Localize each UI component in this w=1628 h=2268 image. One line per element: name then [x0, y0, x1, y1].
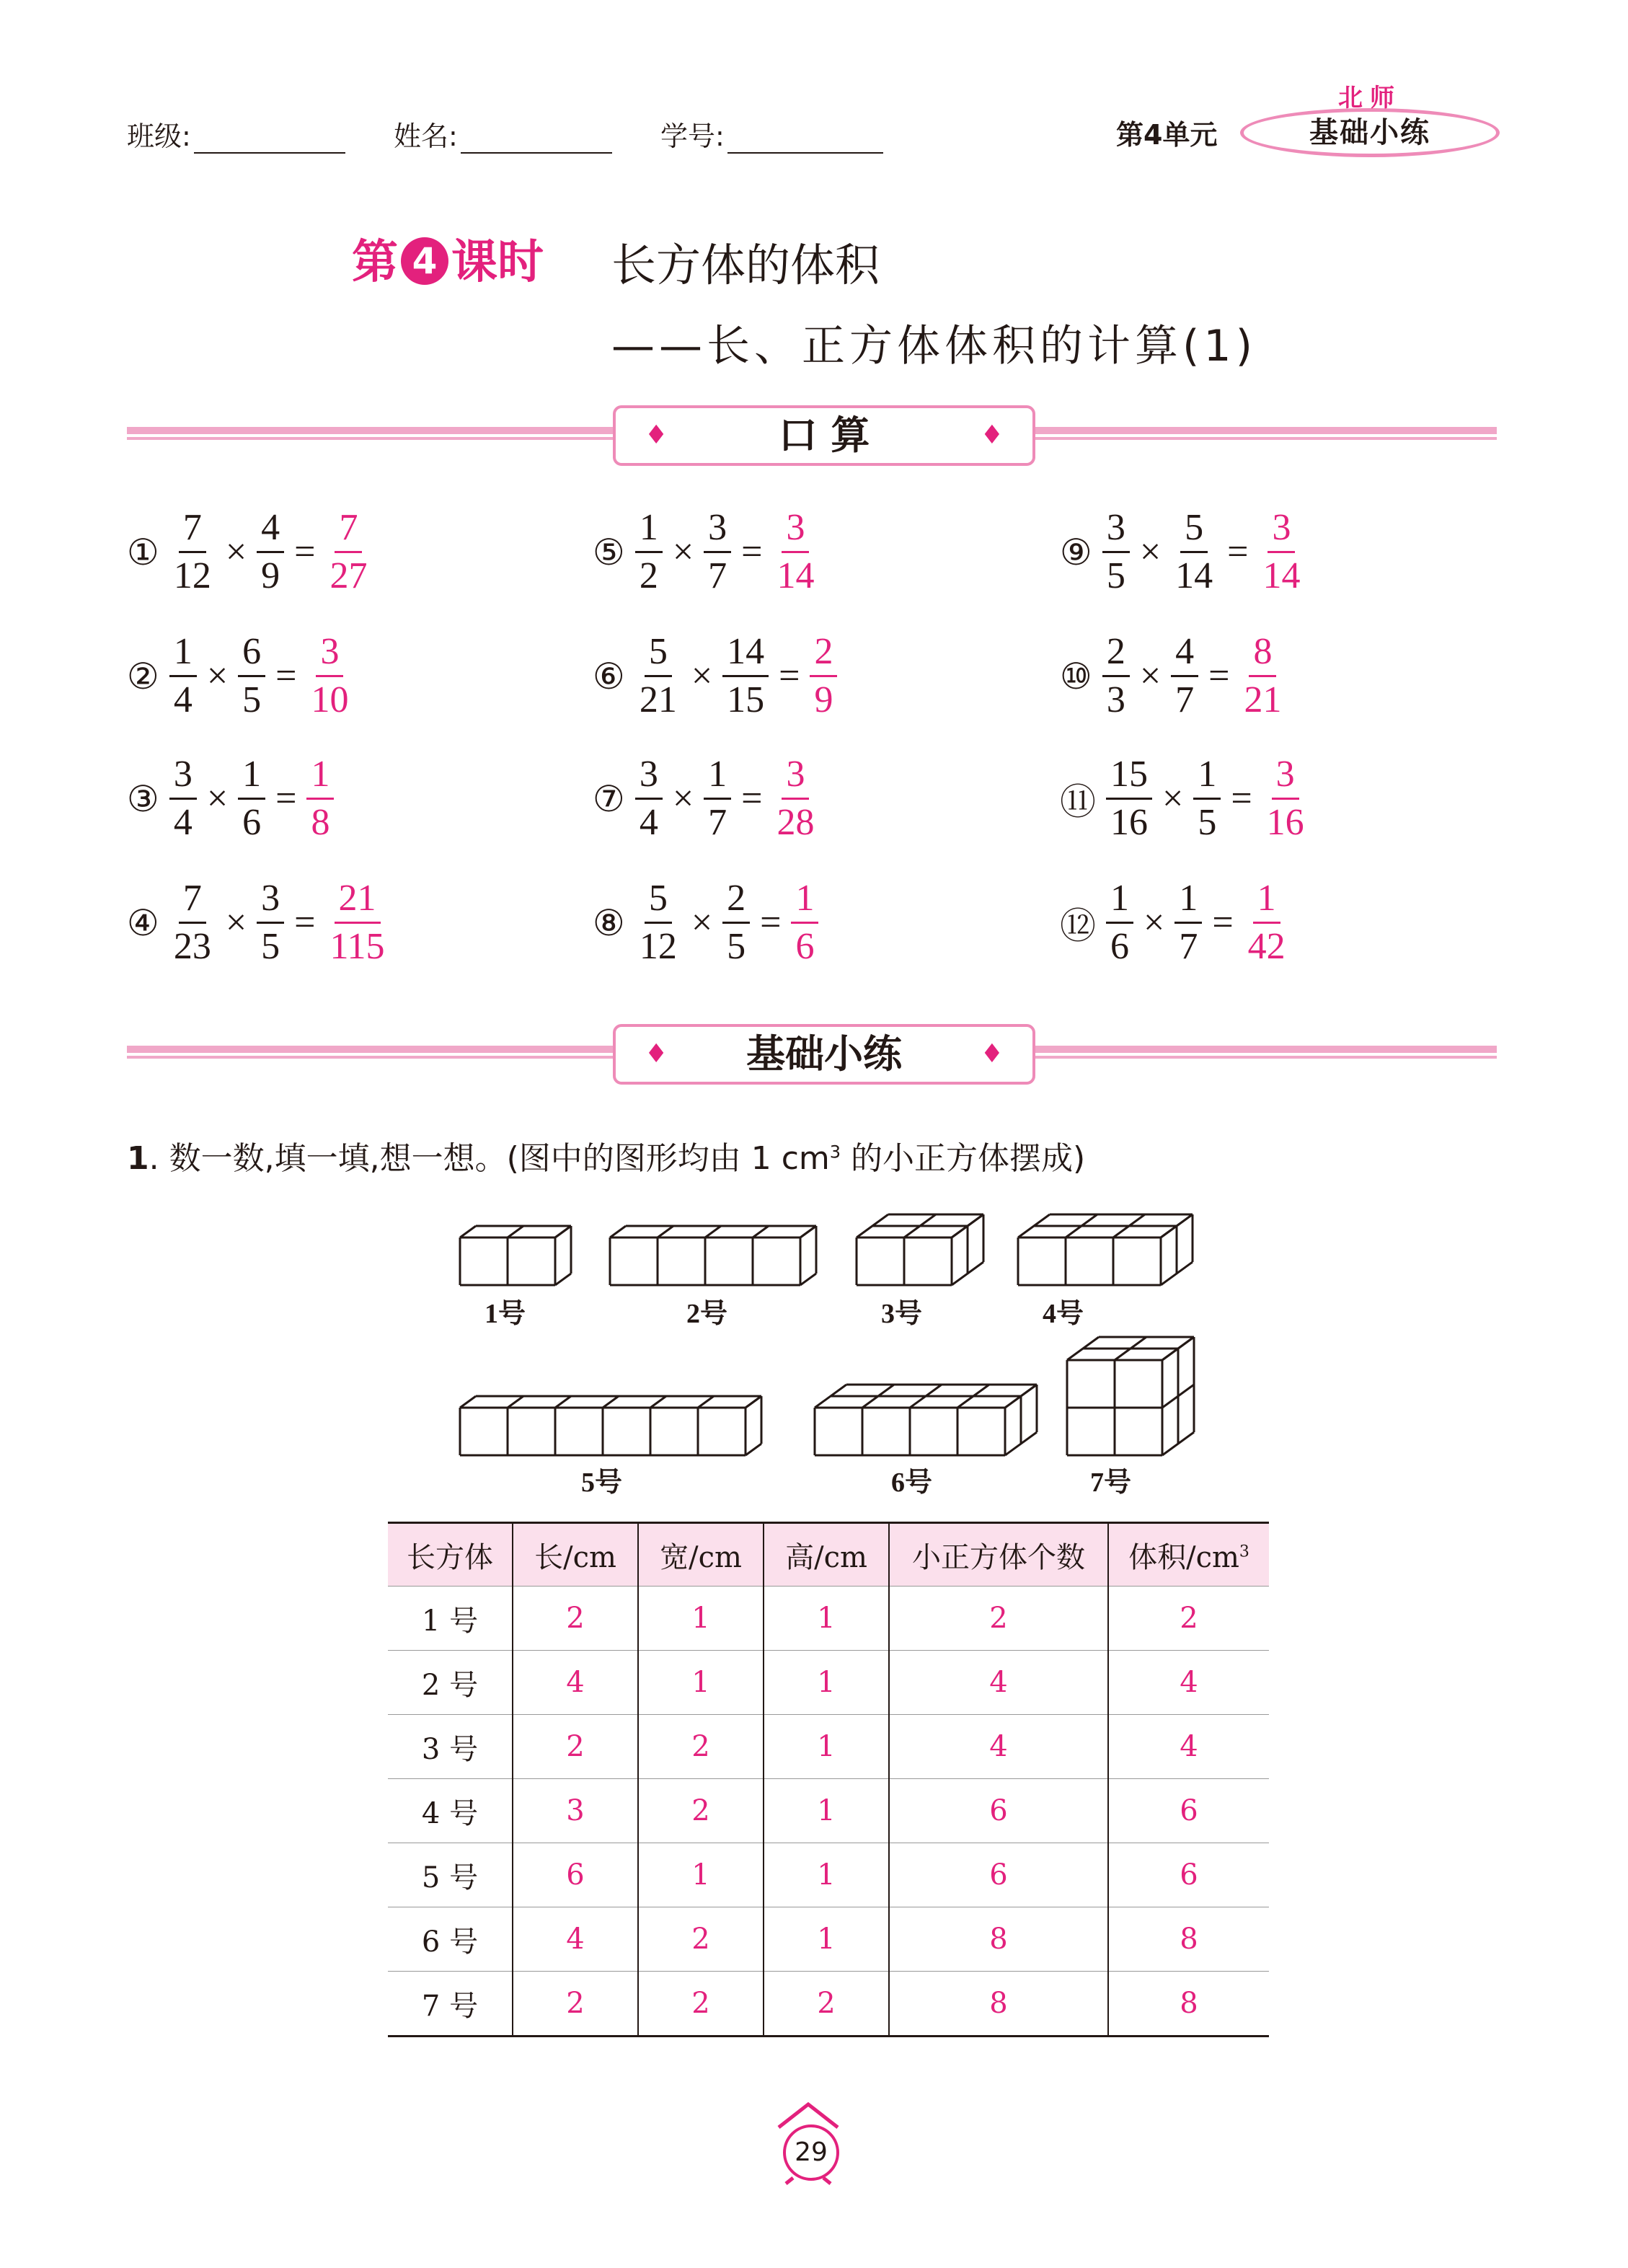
table-cell: 2 — [1108, 1587, 1269, 1651]
problem-number: ⑨ — [1060, 531, 1092, 573]
equals-sign: = — [275, 656, 297, 697]
section-label-oral: 口 算 — [778, 412, 870, 458]
denominator: 14 — [1175, 555, 1213, 596]
table-cell: 1 — [638, 1843, 764, 1907]
numerator: 3 — [1102, 505, 1130, 553]
cube-edge — [555, 1226, 571, 1237]
denominator: 27 — [329, 555, 368, 596]
equals-sign: = — [741, 778, 763, 819]
figure-label-3: 3号 — [881, 1299, 923, 1329]
problem-number: ⑫ — [1060, 904, 1096, 947]
numerator: 3 — [1272, 751, 1299, 800]
cube-edge — [746, 1396, 761, 1408]
cube-edge — [658, 1226, 673, 1237]
denominator: 14 — [777, 555, 815, 596]
numerator: 5 — [645, 629, 672, 677]
table-cell: 6 — [889, 1779, 1108, 1843]
numerator: 3 — [635, 751, 663, 800]
numerator: 3 — [782, 751, 809, 800]
equals-sign: = — [779, 656, 800, 697]
table-cell: 4 — [1108, 1715, 1269, 1779]
cube-edge — [650, 1396, 666, 1408]
equals-sign: = — [1212, 902, 1234, 943]
cube-edge — [603, 1396, 619, 1408]
denominator: 21 — [639, 679, 677, 720]
section-label-basic: 基础小练 — [746, 1031, 902, 1077]
numerator: 4 — [1171, 629, 1198, 677]
row-label: 7 号 — [388, 1972, 513, 2037]
numerator: 1 — [238, 751, 265, 800]
denominator: 23 — [173, 926, 211, 967]
denominator: 42 — [1247, 926, 1286, 967]
lesson-suffix: 课时 — [451, 236, 544, 289]
denominator: 12 — [173, 555, 211, 596]
col-header-count: 小正方体个数 — [889, 1523, 1108, 1587]
problem-number: ③ — [127, 777, 159, 820]
col-header-length: 长/cm — [513, 1523, 638, 1587]
col-header-height: 高/cm — [764, 1523, 889, 1587]
equals-sign: = — [294, 531, 316, 573]
row-label: 2 号 — [388, 1651, 513, 1715]
figure-label-6: 6号 — [891, 1468, 933, 1498]
problem-number: ① — [127, 531, 159, 573]
table-cell: 4 — [513, 1651, 638, 1715]
numerator: 5 — [1180, 505, 1208, 553]
denominator: 21 — [1244, 679, 1282, 720]
times-sign: × — [1143, 902, 1165, 943]
denominator: 7 — [708, 555, 727, 596]
table-row — [388, 1907, 1269, 1972]
numerator: 14 — [722, 629, 769, 677]
col-header-width: 宽/cm — [638, 1523, 764, 1587]
table-cell: 1 — [764, 1843, 889, 1907]
table-cell: 2 — [638, 1907, 764, 1972]
question-sup: 3 — [829, 1142, 841, 1162]
numerator: 6 — [238, 629, 265, 677]
question-text: . 数一数,填一填,想一想。(图中的图形均由 1 cm — [149, 1140, 830, 1177]
denominator: 9 — [814, 679, 833, 720]
cube-edge — [460, 1396, 476, 1408]
denominator: 16 — [1110, 802, 1148, 843]
numerator: 2 — [722, 875, 750, 924]
figure-label-2: 2号 — [686, 1299, 728, 1329]
denominator: 5 — [1106, 555, 1125, 596]
question-tail: 的小正方体摆成) — [841, 1140, 1086, 1177]
table-cell: 1 — [638, 1651, 764, 1715]
denominator: 7 — [708, 802, 727, 843]
table-cell: 4 — [513, 1907, 638, 1972]
question-number: 1 — [127, 1140, 149, 1177]
denominator: 5 — [242, 679, 262, 720]
times-sign: × — [1139, 656, 1162, 697]
denominator: 3 — [1106, 679, 1125, 720]
unit-label: 第4单元 — [1116, 119, 1218, 151]
table-cell: 2 — [638, 1972, 764, 2037]
table-cell: 2 — [638, 1715, 764, 1779]
cube-edge — [555, 1396, 571, 1408]
denominator: 16 — [1266, 802, 1304, 843]
numerator: 1 — [306, 751, 334, 800]
lesson-subtitle: ——长、正方体体积的计算(1) — [611, 321, 1257, 371]
equals-sign: = — [1231, 778, 1252, 819]
equals-sign: = — [760, 902, 782, 943]
denominator: 115 — [329, 926, 385, 967]
numerator: 1 — [704, 751, 731, 800]
table-cell: 8 — [889, 1972, 1108, 2037]
numerator: 21 — [335, 875, 381, 924]
problem-number: ⑧ — [593, 901, 625, 944]
denominator: 4 — [639, 802, 658, 843]
row-label: 6 号 — [388, 1907, 513, 1972]
numerator: 7 — [335, 505, 362, 553]
table-cell: 1 — [764, 1779, 889, 1843]
denominator: 10 — [311, 679, 349, 720]
table-cell: 6 — [1108, 1843, 1269, 1907]
denominator: 6 — [1110, 926, 1129, 967]
cube-edge — [753, 1226, 769, 1237]
denominator: 6 — [795, 926, 815, 967]
numerator: 3 — [169, 751, 197, 800]
table-cell: 1 — [764, 1587, 889, 1651]
denominator: 4 — [173, 679, 193, 720]
equals-sign: = — [1208, 656, 1230, 697]
table-cell: 2 — [638, 1779, 764, 1843]
numerator: 5 — [645, 875, 672, 924]
cube-edge — [508, 1396, 523, 1408]
id-label: 学号: — [660, 120, 725, 152]
table-row — [388, 1587, 1269, 1651]
figure-label-1: 1号 — [485, 1299, 526, 1329]
volume-unit-sup: 3 — [1239, 1543, 1249, 1561]
cube-edge — [610, 1226, 626, 1237]
denominator: 5 — [1198, 802, 1217, 843]
denominator: 5 — [261, 926, 280, 967]
numerator: 2 — [1102, 629, 1130, 677]
denominator: 2 — [639, 555, 658, 596]
volume-table — [388, 1522, 1269, 2037]
row-label: 4 号 — [388, 1779, 513, 1843]
numerator: 3 — [257, 875, 284, 924]
denominator: 28 — [777, 802, 815, 843]
name-label: 姓名: — [394, 120, 458, 152]
denominator: 14 — [1262, 555, 1301, 596]
numerator: 1 — [1193, 751, 1221, 800]
cube-edge — [508, 1226, 523, 1237]
times-sign: × — [672, 531, 694, 573]
lesson-prefix: 第 — [352, 236, 398, 289]
times-sign: × — [225, 902, 247, 943]
numerator: 1 — [635, 505, 663, 553]
table-cell: 2 — [889, 1587, 1108, 1651]
numerator: 1 — [1106, 875, 1133, 924]
equals-sign: = — [741, 531, 763, 573]
equals-sign: = — [1227, 531, 1249, 573]
diamond-icon: ♦ — [645, 420, 668, 450]
diamond-icon: ♦ — [980, 420, 1004, 450]
equals-sign: = — [275, 778, 297, 819]
table-cell: 4 — [1108, 1651, 1269, 1715]
brand-top: 北师 — [1338, 84, 1402, 112]
table-cell: 2 — [513, 1715, 638, 1779]
table-header-row — [388, 1523, 1269, 1587]
numerator: 1 — [1174, 875, 1202, 924]
denominator: 6 — [242, 802, 262, 843]
class-label: 班级: — [127, 120, 191, 152]
numerator: 8 — [1249, 629, 1276, 677]
cube-edge — [698, 1396, 714, 1408]
numerator: 4 — [257, 505, 284, 553]
table-cell: 6 — [1108, 1779, 1269, 1843]
denominator: 8 — [311, 802, 330, 843]
table-cell: 8 — [1108, 1972, 1269, 2037]
table-cell: 3 — [513, 1779, 638, 1843]
table-row — [388, 1779, 1269, 1843]
diamond-icon: ♦ — [645, 1039, 668, 1069]
figure-label-4: 4号 — [1043, 1299, 1084, 1329]
numerator: 7 — [179, 505, 206, 553]
figure-label-7: 7号 — [1090, 1468, 1132, 1498]
numerator: 3 — [782, 505, 809, 553]
numerator: 1 — [169, 629, 197, 677]
table-row — [388, 1715, 1269, 1779]
denominator: 4 — [173, 802, 193, 843]
cube-edge — [460, 1226, 476, 1237]
cube-edge — [800, 1226, 816, 1237]
table-cell: 8 — [1108, 1907, 1269, 1972]
table-cell: 1 — [764, 1651, 889, 1715]
numerator: 1 — [791, 875, 818, 924]
denominator: 9 — [261, 555, 280, 596]
figure-label-5: 5号 — [581, 1468, 623, 1498]
problem-number: ④ — [127, 901, 159, 944]
lesson-title: 长方体的体积 — [611, 239, 880, 291]
times-sign: × — [1162, 778, 1184, 819]
times-sign: × — [691, 902, 713, 943]
denominator: 5 — [727, 926, 746, 967]
equals-sign: = — [294, 902, 316, 943]
brand-name: 基础小练 — [1309, 116, 1430, 149]
numerator: 1 — [1253, 875, 1280, 924]
table-cell: 2 — [513, 1587, 638, 1651]
numerator: 2 — [810, 629, 837, 677]
table-cell: 1 — [638, 1587, 764, 1651]
numerator: 3 — [1268, 505, 1295, 553]
cube-edge — [746, 1444, 761, 1455]
numerator: 3 — [316, 629, 343, 677]
table-cell: 4 — [889, 1715, 1108, 1779]
diamond-icon: ♦ — [980, 1039, 1004, 1069]
table-cell: 2 — [764, 1972, 889, 2037]
numerator: 15 — [1106, 751, 1152, 800]
times-sign: × — [225, 531, 247, 573]
table-cell: 2 — [513, 1972, 638, 2037]
times-sign: × — [1139, 531, 1162, 573]
table-cell: 1 — [764, 1715, 889, 1779]
table-cell: 6 — [513, 1843, 638, 1907]
times-sign: × — [672, 778, 694, 819]
times-sign: × — [691, 656, 713, 697]
problem-number: ② — [127, 655, 159, 697]
col-header-volume — [1108, 1523, 1269, 1587]
table-cell: 4 — [889, 1651, 1108, 1715]
col-header-shape: 长方体 — [388, 1523, 513, 1587]
denominator: 15 — [727, 679, 765, 720]
cube-edge — [705, 1226, 721, 1237]
table-cell: 6 — [889, 1843, 1108, 1907]
times-sign: × — [206, 778, 229, 819]
row-label: 5 号 — [388, 1843, 513, 1907]
denominator: 12 — [639, 926, 677, 967]
row-label: 1 号 — [388, 1587, 513, 1651]
table-cell: 1 — [764, 1907, 889, 1972]
table-row — [388, 1843, 1269, 1907]
problem-number: ⑤ — [593, 531, 625, 573]
table-row — [388, 1651, 1269, 1715]
volume-unit: 体积/cm — [1128, 1540, 1239, 1574]
problem-number: ⑥ — [593, 655, 625, 697]
row-label: 3 号 — [388, 1715, 513, 1779]
problem-number: ⑩ — [1060, 655, 1092, 697]
lesson-number: 4 — [401, 237, 448, 285]
problem-number: ⑪ — [1060, 780, 1096, 823]
times-sign: × — [206, 656, 229, 697]
denominator: 7 — [1179, 926, 1198, 967]
numerator: 3 — [704, 505, 731, 553]
numerator: 7 — [179, 875, 206, 924]
cube-edge — [800, 1274, 816, 1285]
table-row — [388, 1972, 1269, 2037]
table-cell: 8 — [889, 1907, 1108, 1972]
page-number: 29 — [783, 2124, 839, 2181]
cube-edge — [555, 1274, 571, 1285]
problem-number: ⑦ — [593, 777, 625, 820]
denominator: 7 — [1175, 679, 1195, 720]
